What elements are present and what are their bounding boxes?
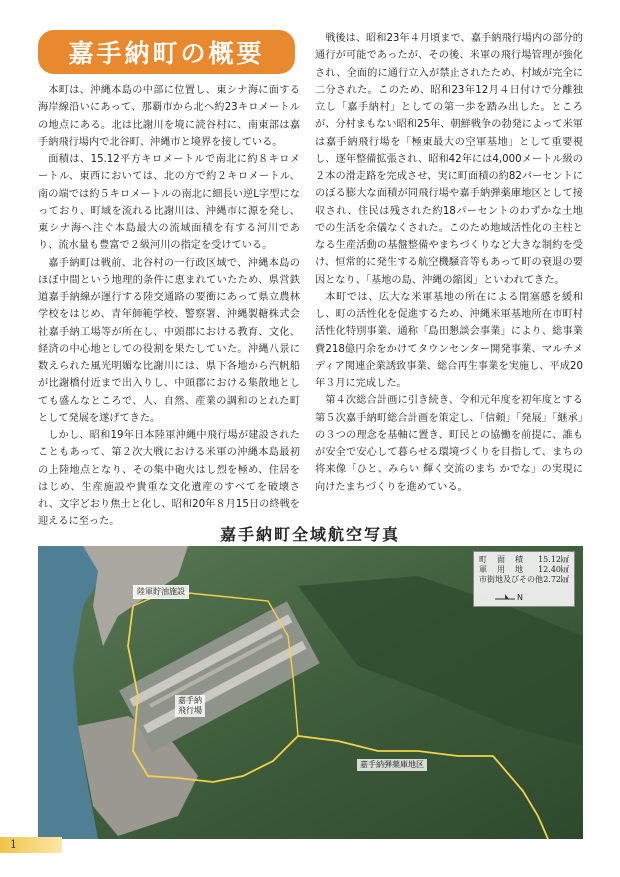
label-oil-facility: 陸軍貯油施設 — [133, 585, 189, 599]
label-airfield — [175, 695, 205, 717]
north-arrow-icon — [493, 592, 523, 606]
stat-label: 軍 用 地 — [479, 565, 524, 574]
paragraph: 面積は、15.12平方キロメートルで南北に約８キロメートル、東西においては、北の方で約２キロメートル、南の端では約５キロメートルの南北に細長い逆L字型になっており、町域を流れる比謝川は、沖縄市に源を発し、東シナ海へ注ぐ本島最大の流域面積を有する河川であり、流水量も豊富で２級河川の指定を受けている。 — [38, 154, 300, 252]
area-stats-box — [473, 551, 575, 607]
stat-row — [479, 575, 569, 585]
north-label: N — [517, 593, 523, 602]
stat-row — [479, 555, 569, 565]
stat-value: 2.72㎢ — [543, 575, 569, 584]
paragraph: 戦後は、昭和23年４月頃まで、嘉手納飛行場内の部分的通行が可能であったが、その後、米軍の飛行場管理が強化され、全面的に通行立入が禁止されたため、村域が完全に二分された。このため、昭和23年12月４日付けで分離独立し「嘉手納村」としての第一歩を踏み出した。ところが、分村まもない昭和25年、朝鮮戦争の勃発によって米軍は嘉手納飛行場を「極東最大の空軍基地」として重要視し、逐年整備拡張され、昭和42年には4,000メートル級の２本の滑走路を完成させ、実に町面積の約82パーセントにのぼる膨大な面積が同飛行場や嘉手納弾薬庫地区として接収され、住民は残された約18パーセントのわずかな土地での生活を余儀なくされた。このため地域活性化の主柱となる生産活動の基盤整備やまちづくりなど大きな制約を受け、恒常的に発生する航空機騒音等もあって町の衰退の要因となり、「基地の島、沖縄の縮図」といわれてきた。 — [315, 33, 583, 286]
right-column — [315, 30, 583, 496]
paragraph: 本町では、広大な米軍基地の所在による閉塞感を緩和し、町の活性化を促進するため、沖縄米軍基地所在市町村活性化特別事業、通称「島田懇談会事業」により、総事業費218億円余をかけてタウンセンター開発事業、マルチメディア関連企業誘致事業、総合再生事業を実施し、平成20年３月に完成した。 — [315, 291, 583, 389]
paragraph: しかし、昭和19年日本陸軍沖縄中飛行場が建設されたこともあって、第２次大戦における米軍の沖縄本島最初の上陸地点となり、その集中砲火はし烈を極め、住居をはじめ、生産施設や貴重な文化遺産のすべてを破壊され、文字どおり焦土と化し、昭和20年８月15日の終戦を迎えるに至った。 — [38, 430, 300, 528]
stat-label: 市街地及びその他 — [479, 575, 543, 584]
label-ammo-depot: 嘉手納弾薬庫地区 — [357, 759, 427, 771]
paragraph: 本町は、沖縄本島の中部に位置し、東シナ海に面する海岸線沿いにあって、那覇市から北へ約23キロメートルの地点にある。北は比謝川を境に読谷村に、南東部は嘉手納飛行場内で北谷町、沖縄市と境界を接している。 — [38, 85, 300, 148]
stat-label: 町 面 積 — [479, 555, 524, 564]
left-column — [38, 82, 300, 531]
stat-value: 12.40㎢ — [538, 565, 569, 574]
stat-value: 15.12㎢ — [538, 555, 569, 564]
page-number: 1 — [10, 838, 17, 851]
paragraph: 嘉手納町は戦前、北谷村の一行政区域で、沖縄本島のほぼ中間という地理的条件に恵まれていたため、県営鉄道嘉手納線が運行する陸交通路の要衝にあって県立農林学校をはじめ、青年師範学校、警察署、沖縄製糖株式会社嘉手納工場等が所在し、中頭郡における教育、文化、経済の中心地としての役割を果たしていた。沖縄八景に数えられた風光明媚な比謝川には、県下各地から汽帆船が比謝橋付近まで出入りし、中頭郡における集散地としても盛んなところで、人、自然、産業の調和のとれた町として発展を遂げてきた。 — [38, 257, 300, 424]
photo-title: 嘉手納町全域航空写真 — [219, 525, 400, 544]
aerial-photo — [38, 546, 583, 839]
label-airfield-line2: 飛行場 — [178, 706, 202, 715]
stat-row — [479, 565, 569, 575]
paragraph: 第４次総合計画に引き続き、令和元年度を初年度とする第５次嘉手納町総合計画を策定し、「信頼」「発展」「継承」の３つの理念を基軸に置き、町民との協働を前提に、誰もが安全で安心して暮らせる環境づくりを目指して、まちの将来像「ひと、みらい 輝く交流のまち かでな」の実現に向けたまちづくりを進めている。 — [315, 395, 583, 493]
title-banner — [38, 30, 295, 74]
page-title: 嘉手納町の概要 — [68, 39, 265, 68]
label-airfield-line1: 嘉手納 — [178, 696, 202, 705]
